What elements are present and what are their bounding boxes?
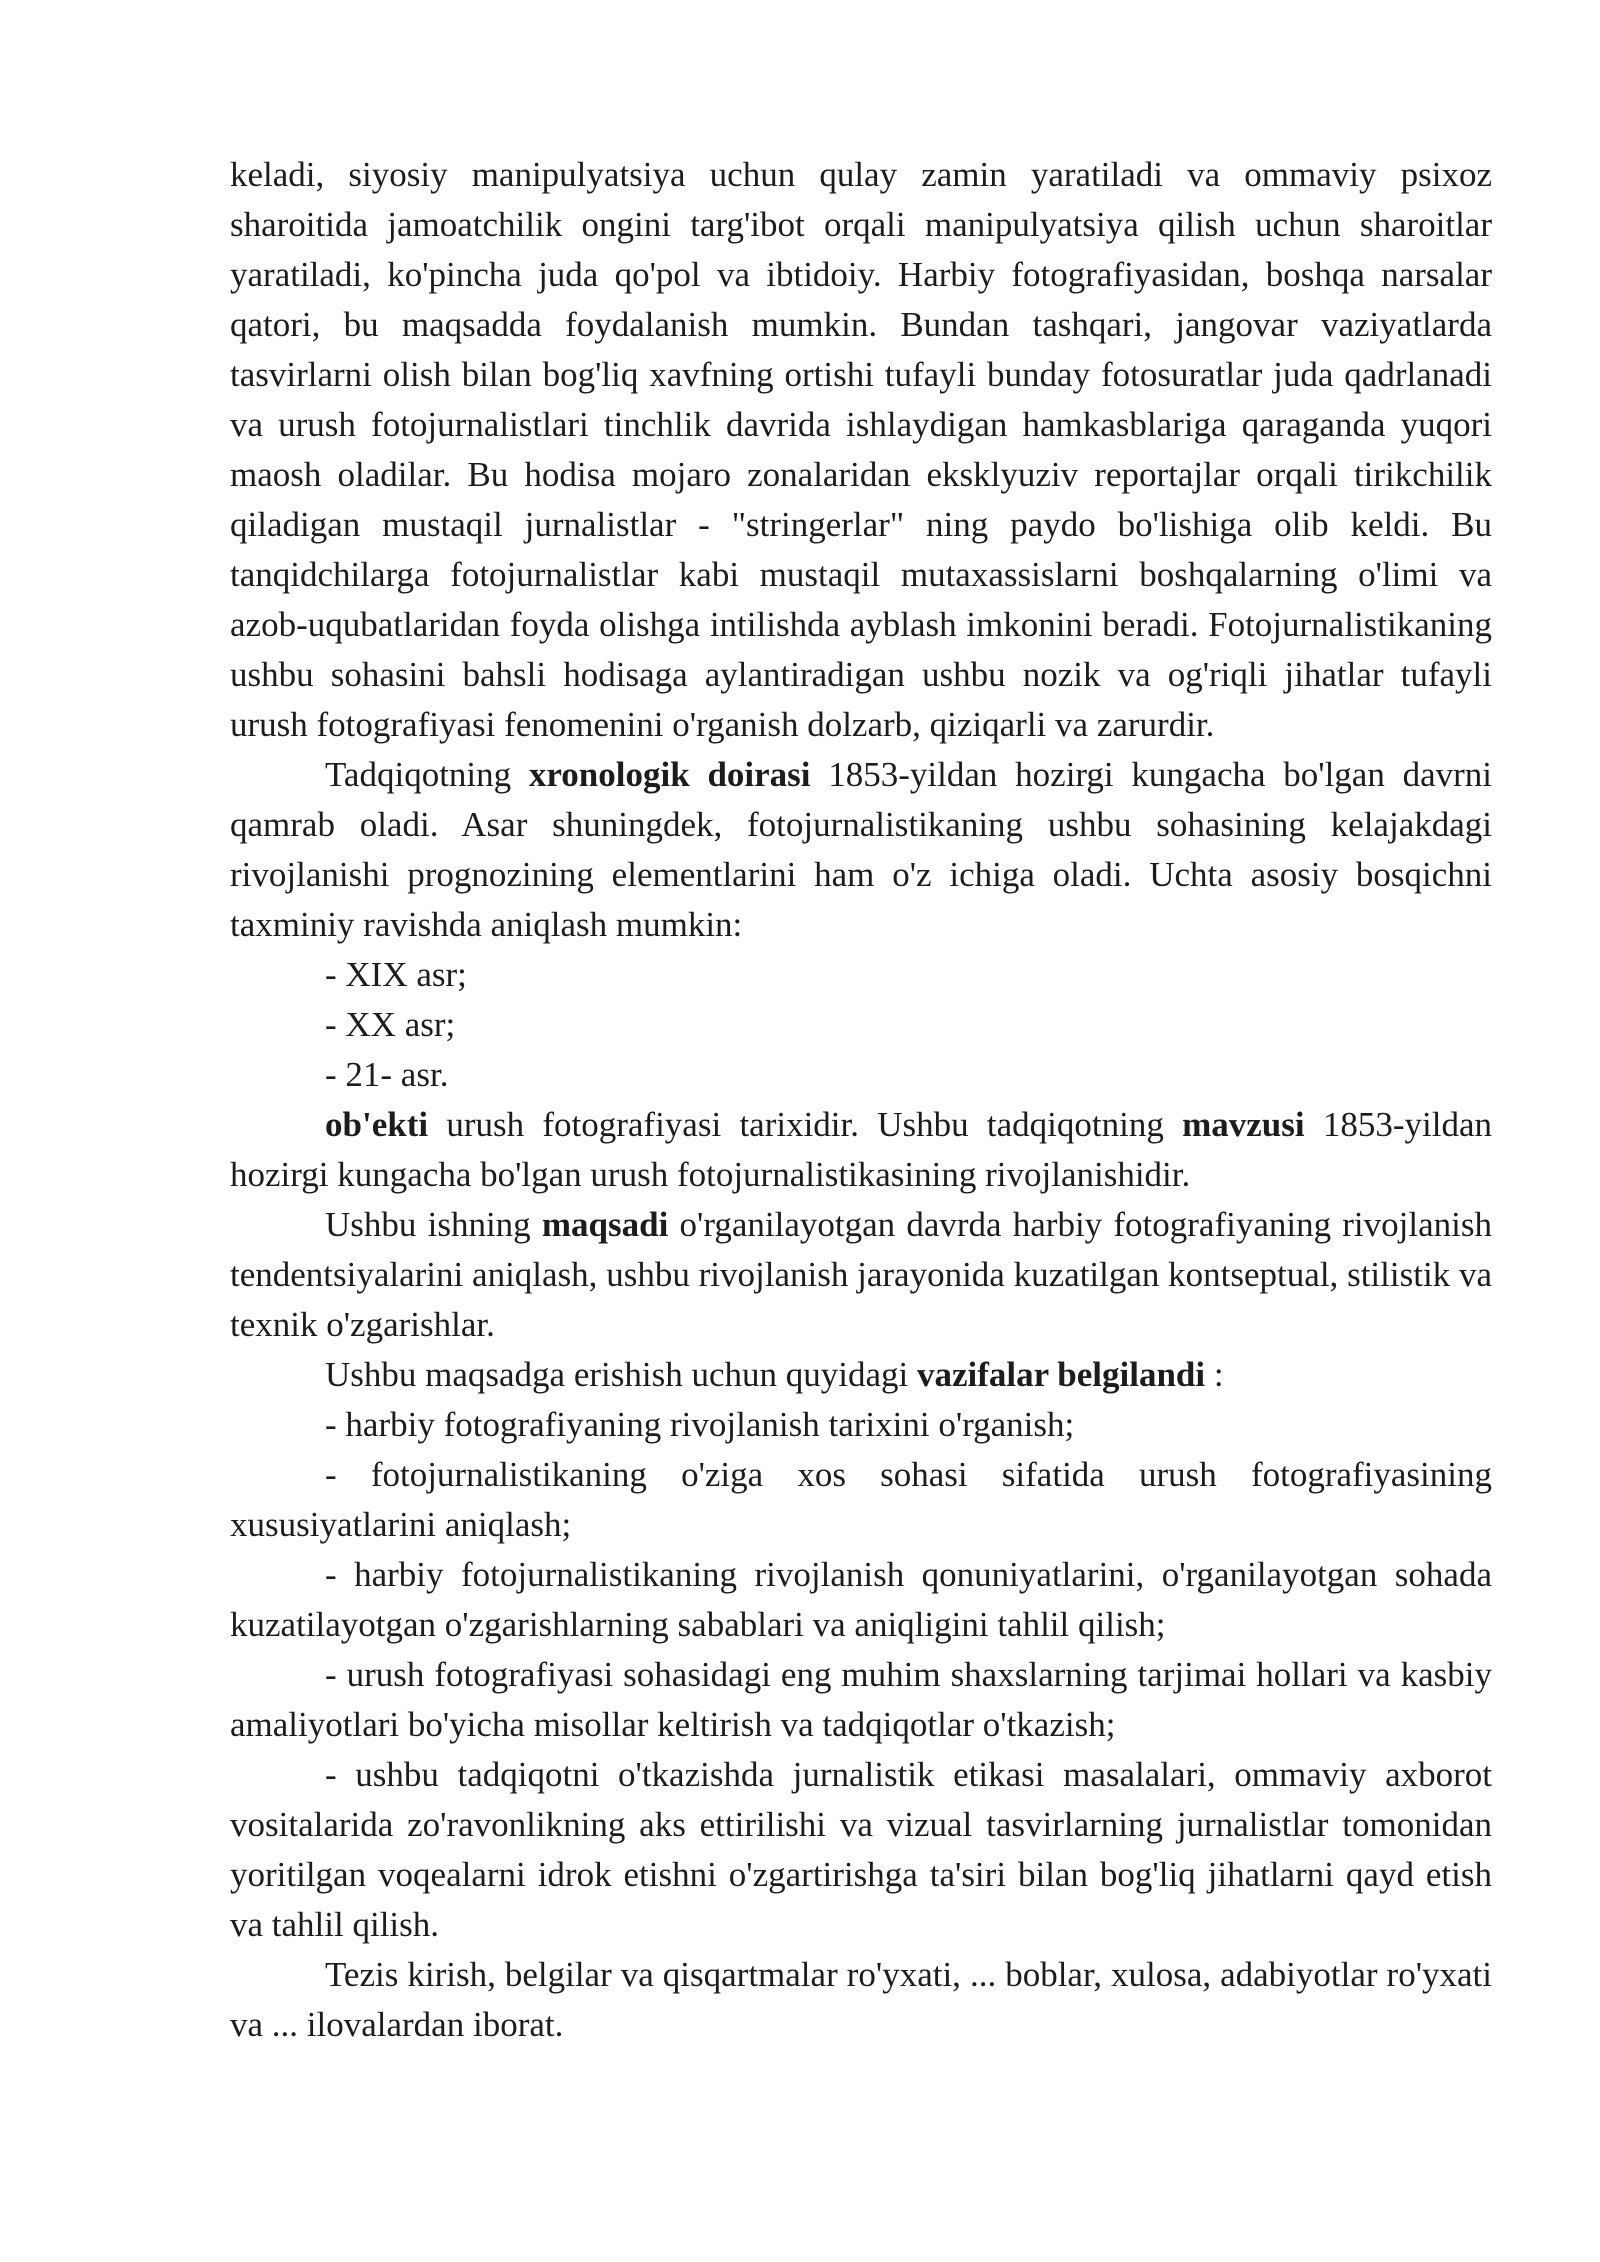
task-item: - fotojurnalistikaning o'ziga xos sohasi sifatida urush fotografiyasining xususiyatlarini aniqlash;	[230, 1455, 1492, 1544]
text-span: 1853-yildan hozirgi kungacha bo'lgan urush fotojurnalistikasining rivojlanishidir.	[230, 1105, 1493, 1194]
task-item: - urush fotografiyasi sohasidagi eng muhim shaxslarning tarjimai hollari va kasbiy amaliyotlari bo'yicha misollar keltirish va tadqiqotlar o'tkazish;	[230, 1655, 1492, 1744]
text-span: urush fotografiyasi tarixidir. Ushbu tadqiqotning	[428, 1105, 1183, 1144]
paragraph-tasks-intro	[230, 1350, 1492, 1400]
bold-term-chronology: xronologik doirasi	[528, 755, 811, 794]
bold-term-goal: maqsadi	[541, 1205, 669, 1244]
bold-term-object: ob'ekti	[325, 1105, 429, 1144]
task-item: - harbiy fotojurnalistikaning rivojlanish qonuniyatlarini, o'rganilayotgan sohada kuzatilayotgan o'zgarishlarning sabablari va aniqligini tahlil qilish;	[230, 1555, 1492, 1644]
task-item: - harbiy fotografiyaning rivojlanish tarixini o'rganish;	[325, 1405, 1075, 1444]
stage-item: - XIX asr;	[325, 955, 467, 994]
paragraph-goal	[230, 1200, 1492, 1350]
task-item: - ushbu tadqiqotni o'tkazishda jurnalistik etikasi masalalari, ommaviy axborot vositalarida zo'ravonlikning aks ettirilishi va vizual tasvirlarning jurnalistlar tomonidan yoritilgan voqealarni idrok etishni o'zgartirishga ta'siri bilan bog'liq jihatlarni qayd etish va tahlil qilish.	[230, 1755, 1492, 1944]
text-span: Tadqiqotning	[325, 755, 529, 794]
paragraph-object	[230, 1100, 1492, 1200]
stage-item: - XX asr;	[325, 1005, 456, 1044]
stage-item: - 21- asr.	[325, 1055, 449, 1094]
text-span: 1853-yildan hozirgi kungacha bo'lgan davrni qamrab oladi. Asar shuningdek, fotojurnalistikaning ushbu sohasining kelajakdagi rivojlanishi prognozining elementlarini ham o'z ichiga oladi. Uchta asosiy bosqichni taxminiy ravishda aniqlash mumkin:	[230, 755, 1492, 944]
document-page	[230, 150, 1492, 2050]
paragraph-intro: keladi, siyosiy manipulyatsiya uchun qulay zamin yaratiladi va ommaviy psixoz sharoitida jamoatchilik ongini targ'ibot orqali manipulyatsiya qilish uchun sharoitlar yaratiladi, ko'pincha juda qo'pol va ibtidoiy. Harbiy fotografiyasidan, boshqa narsalar qatori, bu maqsadda foydalanish mumkin. Bundan tashqari, jangovar vaziyatlarda tasvirlarni olish bilan bog'liq xavfning ortishi tufayli bunday fotosuratlar juda qadrlanadi va urush fotojurnalistlari tinchlik davrida ishlaydigan hamkasblariga qaraganda yuqori maosh oladilar. Bu hodisa mojaro zonalaridan eksklyuziv reportajlar orqali tirikchilik qiladigan mustaqil jurnalistlar - "stringerlar" ning paydo bo'lishiga olib keldi. Bu tanqidchilarga fotojurnalistlar kabi mustaqil mutaxassislarni boshqalarning o'limi va azob-uqubatlaridan foyda olishga intilishda ayblash imkonini beradi. Fotojurnalistikaning ushbu sohasini bahsli hodisaga aylantiradigan ushbu nozik va og'riqli jihatlar tufayli urush fotografiyasi fenomenini o'rganish dolzarb, qiziqarli va zarurdir.	[230, 155, 1492, 744]
text-span: Ushbu maqsadga erishish uchun quyidagi	[325, 1355, 917, 1394]
bold-term-subject: mavzusi	[1182, 1105, 1305, 1144]
text-span: o'rganilayotgan davrda harbiy fotografiyaning rivojlanish tendentsiyalarini aniqlash, ushbu rivojlanish jarayonida kuzatilgan kontseptual, stilistik va texnik o'zgarishlar.	[230, 1205, 1492, 1344]
bold-term-tasks: vazifalar belgilandi	[917, 1355, 1206, 1394]
text-span: :	[1205, 1355, 1224, 1394]
paragraph-chronology	[230, 750, 1492, 950]
text-span: Ushbu ishning	[325, 1205, 542, 1244]
paragraph-structure: Tezis kirish, belgilar va qisqartmalar ro'yxati, ... boblar, xulosa, adabiyotlar ro'yxati va ... ilovalardan iborat.	[230, 1955, 1492, 2044]
